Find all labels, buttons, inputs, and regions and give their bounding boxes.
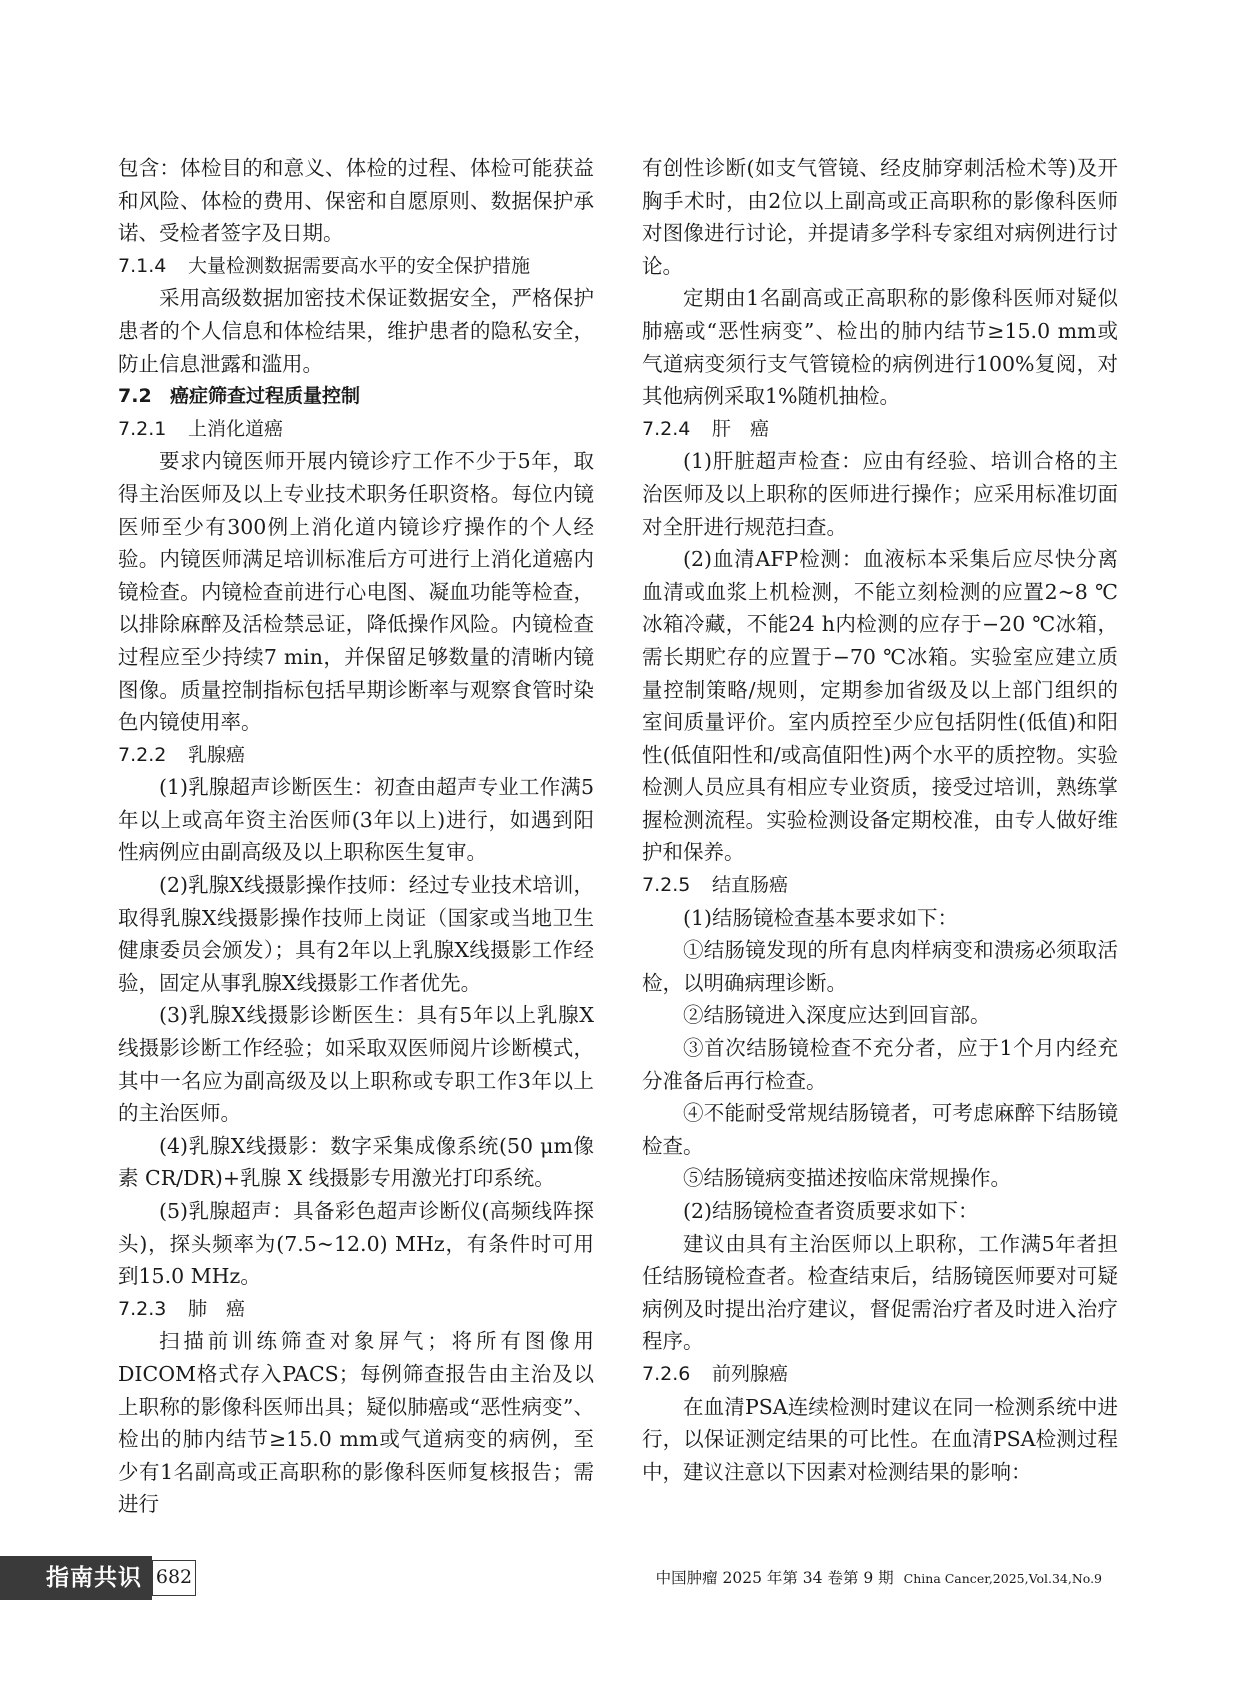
body-paragraph: 包含：体检目的和意义、体检的过程、体检可能获益和风险、体检的费用、保密和自愿原则、数据保护承诺、受检者签字及日期。 xyxy=(118,156,594,246)
journal-citation xyxy=(656,1564,1102,1593)
body-paragraph: 要求内镜医师开展内镜诊疗工作不少于5年，取得主治医师及以上专业技术职务任职资格。每位内镜医师至少有300例上消化道内镜诊疗操作的个人经验。内镜医师满足培训标准后方可进行上消化道癌内镜检查。内镜检查前进行心电图、凝血功能等检查，以排除麻醉及活检禁忌证，降低操作风险。内镜检查过程应至少持续7 min，并保留足够数量的清晰内镜图像。质量控制指标包括早期诊断率与观察食管时染色内镜使用率。 xyxy=(118,449,594,735)
body-paragraph: (5)乳腺超声：具备彩色超声诊断仪(高频线阵探头)，探头频率为(7.5~12.0) MHz，有条件时可用到15.0 MHz。 xyxy=(118,1199,594,1289)
body-paragraph: (2)乳腺X线摄影操作技师：经过专业技术培训，取得乳腺X线摄影操作技师上岗证（国家或当地卫生健康委员会颁发）；具有2年以上乳腺X线摄影工作经验，固定从事乳腺X线摄影工作者优先。 xyxy=(118,873,594,995)
page-footer xyxy=(0,1556,1240,1600)
left-column xyxy=(118,152,594,1521)
section-number: 7.2.2 xyxy=(118,743,167,766)
section-title: 癌症筛查过程质量控制 xyxy=(170,385,361,408)
right-column xyxy=(642,152,1118,1488)
section-title: 上消化道癌 xyxy=(188,417,284,440)
section-number: 7.2.1 xyxy=(118,417,167,440)
section-number: 7.1.4 xyxy=(118,254,167,277)
section-heading xyxy=(642,413,1118,446)
body-paragraph: (1)结肠镜检查基本要求如下： xyxy=(683,905,959,930)
body-paragraph: (1)乳腺超声诊断医生：初查由超声专业工作满5年以上或高年资主治医师(3年以上)进行，如遇到阳性病例应由副高级及以上职称医生复审。 xyxy=(118,775,594,865)
body-paragraph: 建议由具有主治医师以上职称，工作满5年者担任结肠镜检查者。检查结束后，结肠镜医师要对可疑病例及时提出治疗建议，督促需治疗者及时进入治疗程序。 xyxy=(642,1231,1118,1354)
body-paragraph: 采用高级数据加密技术保证数据安全，严格保护患者的个人信息和体检结果，维护患者的隐私安全，防止信息泄露和滥用。 xyxy=(118,286,594,376)
body-paragraph: (3)乳腺X线摄影诊断医生：具有5年以上乳腺X线摄影诊断工作经验；如采取双医师阅片诊断模式，其中一名应为副高级及以上职称或专职工作3年以上的主治医师。 xyxy=(118,1003,594,1126)
body-paragraph: 有创性诊断(如支气管镜、经皮肺穿刺活检术等)及开胸手术时，由2位以上副高或正高职称的影像科医师对图像进行讨论，并提请多学科专家组对病例进行讨论。 xyxy=(642,156,1118,278)
body-paragraph: (2)结肠镜检查者资质要求如下： xyxy=(683,1199,979,1223)
body-paragraph: ②结肠镜进入深度应达到回盲部。 xyxy=(683,1003,991,1028)
section-title: 乳腺癌 xyxy=(188,743,246,766)
body-paragraph: ④不能耐受常规结肠镜者，可考虑麻醉下结肠镜检查。 xyxy=(642,1101,1118,1158)
section-number: 7.2.5 xyxy=(642,874,691,897)
section-title: 前列腺癌 xyxy=(712,1362,789,1385)
page-number: 682 xyxy=(152,1560,196,1596)
section-heading xyxy=(118,1293,594,1326)
section-heading xyxy=(118,250,594,283)
section-heading xyxy=(118,413,594,446)
section-number: 7.2 xyxy=(118,385,152,408)
section-number: 7.2.3 xyxy=(118,1297,167,1320)
section-title: 大量检测数据需要高水平的安全保护措施 xyxy=(188,254,531,277)
section-heading xyxy=(118,739,594,772)
body-paragraph: ⑤结肠镜病变描述按临床常规操作。 xyxy=(683,1166,1011,1191)
journal-citation-en: China Cancer,2025,Vol.34,No.9 xyxy=(903,1571,1102,1586)
section-number: 7.2.6 xyxy=(642,1362,691,1385)
section-title: 结直肠癌 xyxy=(712,874,789,897)
body-paragraph: ①结肠镜发现的所有息肉样病变和溃疡必须取活检，以明确病理诊断。 xyxy=(642,938,1118,995)
section-tab: 指南共识 xyxy=(0,1556,152,1600)
section-title: 肝 癌 xyxy=(712,417,770,440)
body-paragraph: (4)乳腺X线摄影：数字采集成像系统(50 μm像素 CR/DR)+乳腺 X 线摄影专用激光打印系统。 xyxy=(118,1133,594,1191)
body-paragraph: (1)肝脏超声检查：应由有经验、培训合格的主治医师及以上职称的医师进行操作；应采用标准切面对全肝进行规范扫查。 xyxy=(642,449,1118,539)
section-number: 7.2.4 xyxy=(642,417,691,440)
body-paragraph: 扫描前训练筛查对象屏气；将所有图像用DICOM格式存入PACS；每例筛查报告由主治及以上职称的影像科医师出具；疑似肺癌或“恶性病变”、检出的肺内结节≥15.0 mm或气道病变的病例，至少有1名副高或正高职称的影像科医师复核报告；需进行 xyxy=(118,1329,594,1517)
body-paragraph: ③首次结肠镜检查不充分者，应于1个月内经充分准备后再行检查。 xyxy=(642,1036,1118,1093)
body-paragraph: 在血清PSA连续检测时建议在同一检测系统中进行，以保证测定结果的可比性。在血清PSA检测过程中，建议注意以下因素对检测结果的影响： xyxy=(642,1394,1118,1484)
body-paragraph: (2)血清AFP检测：血液标本采集后应尽快分离血清或血浆上机检测，不能立刻检测的应置2~8 ℃冰箱冷藏，不能24 h内检测的应存于−20 ℃冰箱，需长期贮存的应置于−70 ℃冰箱。实验室应建立质量控制策略/规则，定期参加省级及以上部门组织的室间质量评价。室内质控至少应包括阴性(低值)和阳性(低值阳性和/或高值阳性)两个水平的质控物。实验检测人员应具有相应专业资质，接受过培训，熟练掌握检测流程。实验检测设备定期校准，由专人做好维护和保养。 xyxy=(642,547,1118,865)
body-paragraph: 定期由1名副高或正高职称的影像科医师对疑似肺癌或“恶性病变”、检出的肺内结节≥15.0 mm或气道病变须行支气管镜检的病例进行100%复阅，对其他病例采取1%随机抽检。 xyxy=(642,286,1118,409)
section-heading xyxy=(642,1358,1118,1391)
journal-citation-cn: 中国肿瘤 2025 年第 34 卷第 9 期 xyxy=(655,1569,894,1587)
section-title: 肺 癌 xyxy=(188,1297,246,1320)
section-heading xyxy=(642,869,1118,902)
section-heading xyxy=(118,380,594,413)
